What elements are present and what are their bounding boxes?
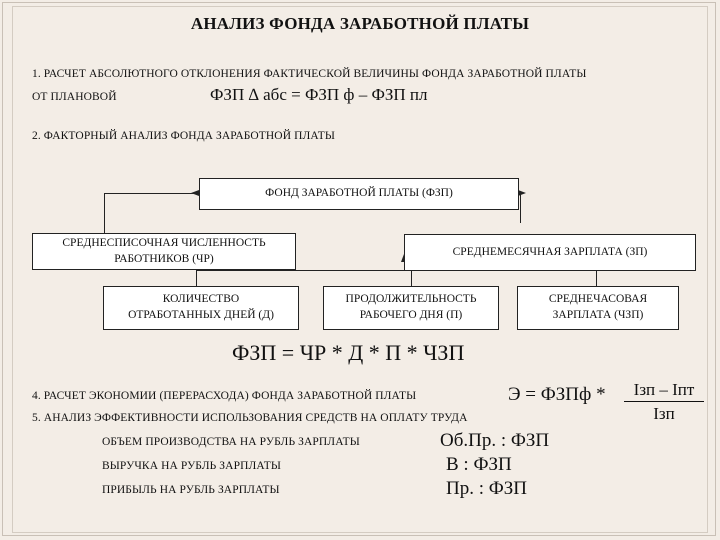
section5-heading: 5. АНАЛИЗ ЭФФЕКТИВНОСТИ ИСПОЛЬЗОВАНИЯ СРЕДСТВ НА ОПЛАТУ ТРУДА — [32, 412, 468, 424]
arrowhead-to-top-left — [191, 190, 199, 196]
fraction-denominator: Iзп — [653, 404, 675, 423]
box-hourly-wage: СРЕДНЕЧАСОВАЯ ЗАРПЛАТА (ЧЗП) — [517, 286, 679, 330]
factor-formula: ФЗП = ЧР * Д * П * ЧЗП — [232, 340, 465, 365]
fraction-numerator: Iзп – Iпт — [624, 380, 704, 402]
arrowhead-to-top-right — [518, 190, 526, 196]
efficiency-formula-profit: Пр. : ФЗП — [446, 478, 528, 499]
section1-heading-cont: ОТ ПЛАНОВОЙ — [32, 91, 117, 103]
efficiency-label-output: ОБЪЕМ ПРОИЗВОДСТВА НА РУБЛЬ ЗАРПЛАТЫ — [102, 436, 360, 448]
absolute-deviation-formula: ФЗП ∆ абс = ФЗП ф – ФЗП пл — [210, 85, 428, 104]
box-headcount: СРЕДНЕСПИСОЧНАЯ ЧИСЛЕННОСТЬ РАБОТНИКОВ (ЧР) — [32, 233, 296, 270]
slide-title: АНАЛИЗ ФОНДА ЗАРАБОТНОЙ ПЛАТЫ — [190, 14, 530, 33]
section1-heading: 1. РАСЧЕТ АБСОЛЮТНОГО ОТКЛОНЕНИЯ ФАКТИЧЕСКОЙ ВЕЛИЧИНЫ ФОНДА ЗАРАБОТНОЙ ПЛАТЫ — [32, 68, 587, 80]
efficiency-formula-revenue: В : ФЗП — [446, 454, 512, 475]
box-monthly-wage: СРЕДНЕМЕСЯЧНАЯ ЗАРПЛАТА (ЗП) — [404, 234, 696, 271]
box-wage-fund: ФОНД ЗАРАБОТНОЙ ПЛАТЫ (ФЗП) — [199, 178, 519, 210]
savings-fraction — [624, 380, 704, 424]
efficiency-label-revenue: ВЫРУЧКА НА РУБЛЬ ЗАРПЛАТЫ — [102, 460, 282, 472]
efficiency-label-profit: ПРИБЫЛЬ НА РУБЛЬ ЗАРПЛАТЫ — [102, 484, 280, 496]
section4-heading: 4. РАСЧЕТ ЭКОНОМИИ (ПЕРЕРАСХОДА) ФОНДА ЗАРАБОТНОЙ ПЛАТЫ — [32, 390, 417, 402]
savings-formula: Э = ФЗПф * — [508, 384, 606, 405]
section2-heading: 2. ФАКТОРНЫЙ АНАЛИЗ ФОНДА ЗАРАБОТНОЙ ПЛАТЫ — [32, 130, 336, 142]
efficiency-formula-output: Об.Пр. : ФЗП — [440, 430, 550, 451]
box-workday-duration: ПРОДОЛЖИТЕЛЬНОСТЬ РАБОЧЕГО ДНЯ (П) — [323, 286, 499, 330]
box-days-worked: КОЛИЧЕСТВО ОТРАБОТАННЫХ ДНЕЙ (Д) — [103, 286, 299, 330]
